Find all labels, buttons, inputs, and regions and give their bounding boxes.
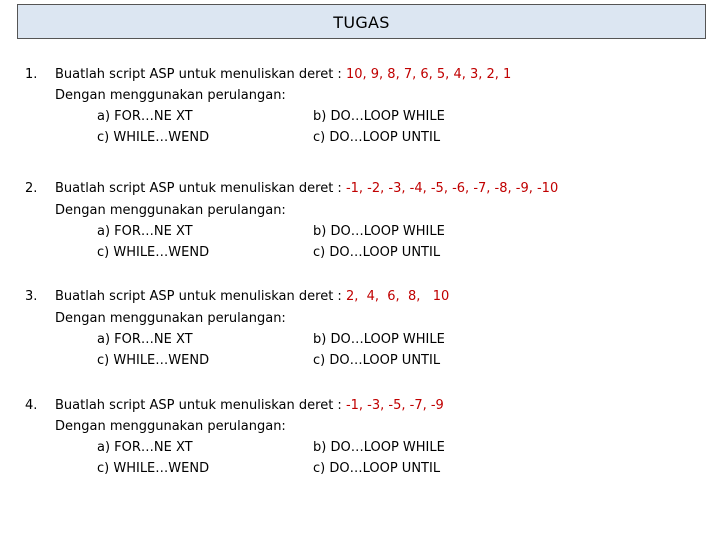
statement-text: Buatlah script ASP untuk menuliskan deret : bbox=[55, 398, 342, 413]
task-statement bbox=[55, 397, 444, 415]
task-statement bbox=[55, 288, 449, 306]
loop-intro: Dengan menggunakan perulangan: bbox=[55, 203, 286, 218]
option-while-wend: c) WHILE…WEND bbox=[97, 130, 210, 145]
option-do-loop-until: c) DO…LOOP UNTIL bbox=[313, 245, 441, 260]
sequence-text: 10, 9, 8, 7, 6, 5, 4, 3, 2, 1 bbox=[345, 67, 512, 82]
sequence-text: 2, 4, 6, 8, 10 bbox=[345, 289, 450, 304]
option-while-wend: c) WHILE…WEND bbox=[97, 353, 210, 368]
option-while-wend: c) WHILE…WEND bbox=[97, 245, 210, 260]
task-number: 4. bbox=[25, 398, 38, 413]
option-do-loop-while: b) DO…LOOP WHILE bbox=[313, 332, 445, 347]
loop-intro: Dengan menggunakan perulangan: bbox=[55, 88, 286, 103]
sequence-text: -1, -3, -5, -7, -9 bbox=[345, 398, 444, 413]
option-while-wend: c) WHILE…WEND bbox=[97, 461, 210, 476]
option-for-next: a) FOR…NE XT bbox=[97, 224, 193, 239]
task-statement bbox=[55, 66, 511, 84]
task-statement bbox=[55, 180, 558, 198]
option-for-next: a) FOR…NE XT bbox=[97, 332, 193, 347]
statement-text: Buatlah script ASP untuk menuliskan deret : bbox=[55, 67, 342, 82]
option-for-next: a) FOR…NE XT bbox=[97, 109, 193, 124]
option-do-loop-while: b) DO…LOOP WHILE bbox=[313, 440, 445, 455]
option-do-loop-until: c) DO…LOOP UNTIL bbox=[313, 130, 441, 145]
loop-intro: Dengan menggunakan perulangan: bbox=[55, 419, 286, 434]
statement-text: Buatlah script ASP untuk menuliskan deret : bbox=[55, 289, 342, 304]
title-box bbox=[17, 4, 706, 39]
option-for-next: a) FOR…NE XT bbox=[97, 440, 193, 455]
task-number: 1. bbox=[25, 67, 38, 82]
option-do-loop-while: b) DO…LOOP WHILE bbox=[313, 109, 445, 124]
task-number: 3. bbox=[25, 289, 38, 304]
option-do-loop-until: c) DO…LOOP UNTIL bbox=[313, 353, 441, 368]
loop-intro: Dengan menggunakan perulangan: bbox=[55, 311, 286, 326]
option-do-loop-until: c) DO…LOOP UNTIL bbox=[313, 461, 441, 476]
option-do-loop-while: b) DO…LOOP WHILE bbox=[313, 224, 445, 239]
page-title: TUGAS bbox=[333, 13, 390, 32]
statement-text: Buatlah script ASP untuk menuliskan deret : bbox=[55, 181, 342, 196]
task-number: 2. bbox=[25, 181, 38, 196]
sequence-text: -1, -2, -3, -4, -5, -6, -7, -8, -9, -10 bbox=[345, 181, 559, 196]
